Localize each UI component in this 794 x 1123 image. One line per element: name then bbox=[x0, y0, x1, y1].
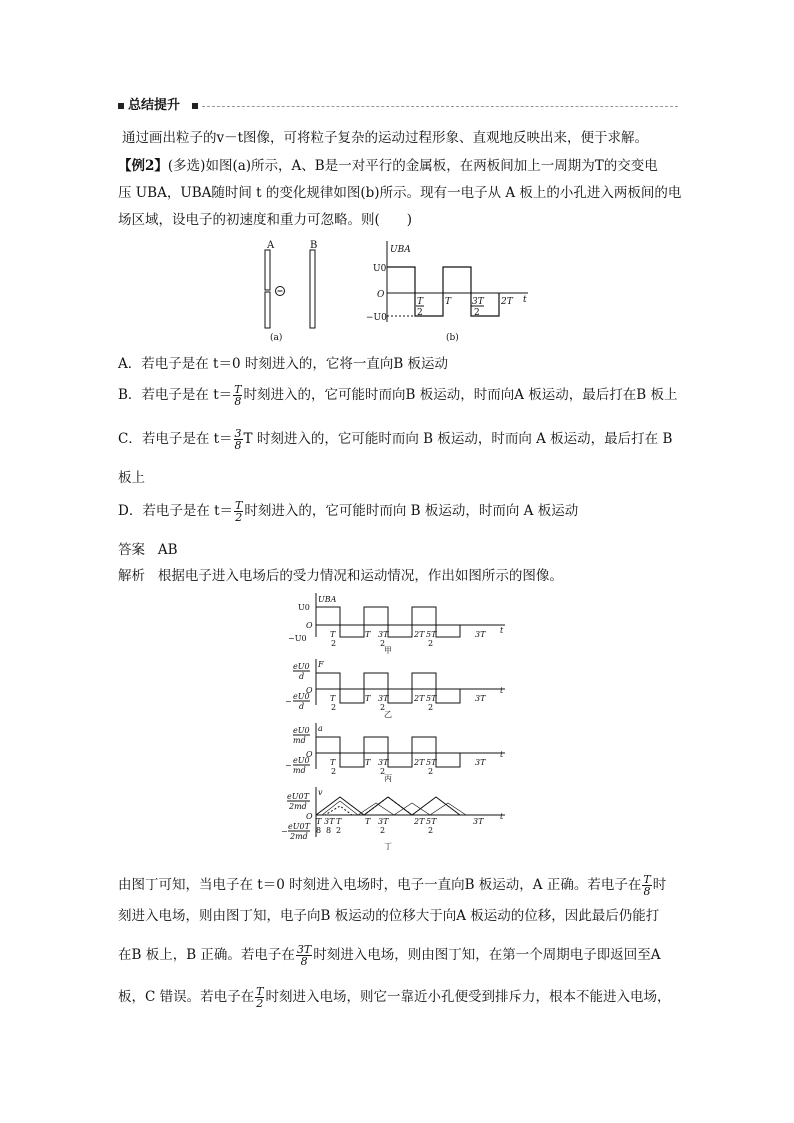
svg-text:2T: 2T bbox=[501, 297, 513, 307]
option-b: B．若电子是在 t＝ $\frac{T}{8}$ 时刻进入的，它可能时而向B 板运动，时而向A 板运动，最后打在B 板上 bbox=[118, 383, 678, 408]
caption-yi: 乙 bbox=[384, 710, 392, 719]
caption-ding: 丁 bbox=[384, 842, 392, 851]
svg-text:v: v bbox=[318, 788, 323, 797]
svg-text:2: 2 bbox=[331, 639, 337, 648]
conclusion-line-3: 在B 板上，B 正确。若电子在 $\frac{3T}{8}$ 时刻进入电场，则由图丁知，在第一个周期电子即返回至A bbox=[118, 943, 661, 968]
svg-text:eU0T: eU0T bbox=[288, 822, 310, 831]
svg-text:O: O bbox=[306, 686, 313, 695]
svg-text:eU0: eU0 bbox=[293, 692, 310, 701]
svg-text:3T: 3T bbox=[378, 817, 389, 826]
svg-text:O: O bbox=[306, 621, 313, 630]
svg-text:2md: 2md bbox=[289, 802, 307, 811]
svg-text:t: t bbox=[500, 812, 504, 821]
y-axis-label: UBA bbox=[390, 245, 411, 255]
svg-text:t: t bbox=[500, 750, 504, 759]
svg-text:2: 2 bbox=[428, 703, 434, 712]
svg-text:2T: 2T bbox=[414, 694, 425, 703]
svg-text:2: 2 bbox=[417, 308, 423, 318]
svg-text:F: F bbox=[318, 660, 324, 669]
svg-text:2: 2 bbox=[380, 639, 386, 648]
svg-text:T: T bbox=[316, 817, 322, 826]
graph-jia bbox=[288, 593, 505, 655]
svg-text:T: T bbox=[445, 297, 452, 307]
bullet-square-icon bbox=[118, 103, 124, 109]
option-c: C．若电子是在 t＝ $\frac{3}{8}$ T 时刻进入的，它可能时而向 B 板运动，时而向 A 板运动，最后打在 B bbox=[118, 427, 673, 452]
svg-text:eU0: eU0 bbox=[293, 662, 310, 671]
question-tag: 【例2】 bbox=[118, 158, 168, 174]
svg-text:a: a bbox=[318, 724, 323, 733]
caption-bing: 丙 bbox=[384, 774, 392, 783]
plate-a-lower bbox=[265, 292, 270, 328]
option-a: A．若电子是在 t＝0 时刻进入的，它将一直向B 板运动 bbox=[118, 356, 449, 372]
svg-text:2T: 2T bbox=[414, 817, 425, 826]
bullet-square-icon bbox=[192, 103, 198, 109]
section-title: 总结提升 bbox=[128, 98, 181, 113]
svg-text:2: 2 bbox=[336, 826, 342, 835]
svg-text:2: 2 bbox=[380, 826, 386, 835]
svg-text:UBA: UBA bbox=[318, 595, 337, 604]
svg-text:−: − bbox=[285, 697, 292, 706]
graph-yi bbox=[285, 659, 505, 719]
graph-ding bbox=[281, 787, 505, 851]
figure-plates-and-voltage bbox=[250, 236, 540, 346]
svg-text:2T: 2T bbox=[414, 758, 425, 767]
svg-text:t: t bbox=[500, 626, 504, 635]
svg-text:T: T bbox=[330, 630, 336, 639]
svg-text:5T: 5T bbox=[426, 758, 437, 767]
svg-text:md: md bbox=[293, 736, 306, 745]
svg-text:d: d bbox=[299, 672, 305, 681]
svg-text:T: T bbox=[330, 758, 336, 767]
svg-text:3T: 3T bbox=[378, 694, 389, 703]
analysis: 解析 根据电子进入电场后的受力情况和运动情况，作出如图所示的图像。 bbox=[118, 568, 563, 584]
svg-text:t: t bbox=[500, 686, 504, 695]
svg-text:T: T bbox=[330, 694, 336, 703]
u0-label: U0 bbox=[373, 264, 387, 274]
svg-text:3T: 3T bbox=[378, 758, 389, 767]
svg-text:eU0: eU0 bbox=[293, 756, 310, 765]
svg-text:d: d bbox=[299, 702, 305, 711]
svg-text:2T: 2T bbox=[414, 630, 425, 639]
svg-text:T: T bbox=[365, 694, 371, 703]
option-d: D．若电子是在 t＝ $\frac{T}{2}$ 时刻进入的，它可能时而向 B 板运动，时而向 A 板运动 bbox=[118, 499, 579, 524]
svg-text:T: T bbox=[336, 817, 342, 826]
svg-text:3T: 3T bbox=[324, 817, 335, 826]
svg-text:5T: 5T bbox=[426, 817, 437, 826]
question-line-1: 【例2】(多选)如图(a)所示，A、B是一对平行的金属板，在两板间加上一周期为T的交变电 bbox=[118, 158, 658, 174]
neg-u0-label: −U0 bbox=[366, 313, 387, 323]
caption-a: (a) bbox=[270, 333, 283, 343]
svg-text:2: 2 bbox=[331, 767, 337, 776]
svg-text:T: T bbox=[365, 630, 371, 639]
svg-text:−: − bbox=[281, 827, 288, 836]
svg-text:3T: 3T bbox=[475, 630, 486, 639]
svg-text:O: O bbox=[306, 812, 313, 821]
svg-text:U0: U0 bbox=[298, 603, 310, 612]
svg-text:md: md bbox=[293, 766, 306, 775]
answer: 答案 AB bbox=[118, 542, 178, 558]
svg-text:3T: 3T bbox=[475, 758, 486, 767]
graph-bing bbox=[285, 723, 505, 783]
plate-a-upper bbox=[265, 250, 270, 290]
svg-text:2: 2 bbox=[331, 703, 337, 712]
conclusion-line-4: 板，C 错误。若电子在 $\frac{T}{2}$ 时刻进入电场，则它一靠近小孔便受到排斥力，根本不能进入电场， bbox=[118, 985, 671, 1010]
conclusion-line-1: 由图丁可知，当电子在 t＝0 时刻进入电场时，电子一直向B 板运动，A 正确。若电子在 $\frac{T}{8}$ 时 bbox=[118, 873, 667, 898]
svg-text:3T: 3T bbox=[472, 297, 484, 307]
svg-text:2: 2 bbox=[428, 767, 434, 776]
svg-text:8: 8 bbox=[316, 826, 322, 835]
square-wave bbox=[387, 267, 499, 316]
svg-text:2md: 2md bbox=[290, 832, 308, 841]
svg-text:3T: 3T bbox=[475, 694, 486, 703]
tick-label: T bbox=[417, 297, 424, 307]
svg-text:2: 2 bbox=[428, 826, 434, 835]
plate-b bbox=[310, 250, 315, 328]
conclusion-line-2: 刻进入电场，则由图丁知，电子向B 板运动的位移大于向A 板运动的位移，因此最后仍能打 bbox=[118, 908, 660, 924]
svg-text:2: 2 bbox=[380, 703, 386, 712]
option-c-line-2: 板上 bbox=[118, 470, 145, 486]
svg-text:8: 8 bbox=[326, 826, 332, 835]
svg-text:eU0T: eU0T bbox=[287, 792, 309, 801]
svg-text:T: T bbox=[365, 817, 371, 826]
svg-text:2: 2 bbox=[380, 767, 386, 776]
divider bbox=[202, 106, 678, 107]
plate-a-label: A bbox=[267, 240, 275, 251]
question-line-2: 压 UBA，UBA随时间 t 的变化规律如图(b)所示。现有一电子从 A 板上的小孔进入两板间的电 bbox=[118, 185, 682, 201]
caption-jia: 甲 bbox=[384, 646, 392, 655]
svg-text:3T: 3T bbox=[473, 817, 484, 826]
question-line-3: 场区域，设电子的初速度和重力可忽略。则( ) bbox=[118, 212, 413, 228]
plate-b-label: B bbox=[310, 240, 318, 251]
svg-text:O: O bbox=[306, 750, 313, 759]
caption-b: (b) bbox=[446, 333, 459, 343]
origin-label: O bbox=[377, 290, 385, 300]
svg-text:3T: 3T bbox=[378, 630, 389, 639]
section-header bbox=[118, 95, 678, 117]
svg-text:eU0: eU0 bbox=[293, 726, 310, 735]
intro-text: 通过画出粒子的v－t图像，可将粒子复杂的运动过程形象、直观地反映出来，便于求解。 bbox=[122, 130, 649, 146]
svg-text:−: − bbox=[285, 761, 292, 770]
svg-text:2: 2 bbox=[474, 308, 480, 318]
svg-text:5T: 5T bbox=[426, 630, 437, 639]
t-axis-label: t bbox=[523, 295, 527, 305]
graph-stack bbox=[280, 593, 510, 851]
svg-text:−U0: −U0 bbox=[288, 634, 307, 643]
svg-text:5T: 5T bbox=[426, 694, 437, 703]
svg-text:2: 2 bbox=[428, 639, 434, 648]
svg-text:T: T bbox=[365, 758, 371, 767]
